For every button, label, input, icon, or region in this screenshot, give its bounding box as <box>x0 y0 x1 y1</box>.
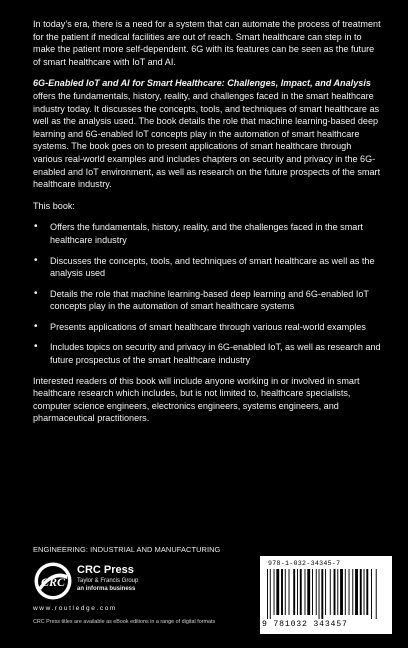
list-item <box>33 221 383 246</box>
list-item <box>33 341 383 366</box>
intro-paragraph: In today’s era, there is a need for a system that can automate the process of treatment for the patient if medical facilities are out of reach. Smart healthcare can step in to make the patient more self-dependent. 6G with its features can be seen as the future of smart healthcare with IoT and AI. <box>33 19 381 67</box>
barcode-bar <box>285 569 286 615</box>
subject-category: ENGINEERING: INDUSTRIAL AND MANUFACTURING <box>33 545 221 554</box>
barcode-bar <box>355 569 358 615</box>
bullet-icon: • <box>34 341 38 353</box>
barcode-bar <box>330 569 331 615</box>
barcode-bar <box>270 569 271 619</box>
bullet-icon: • <box>34 320 38 332</box>
barcode-bar <box>316 569 317 615</box>
list-item-text: Discusses the concepts, tools, and techniques of smart healthcare as well as the analysis used <box>50 255 375 279</box>
cover-text <box>33 18 383 434</box>
ebook-note: CRC Press titles are available as eBook editions in a range of digital formats <box>33 619 216 625</box>
barcode-bar <box>267 569 268 619</box>
barcode-bar <box>293 569 295 615</box>
barcode-bar <box>364 569 365 615</box>
description-paragraph <box>33 77 383 190</box>
list-item-text: Presents applications of smart healthcare through various real-world examples <box>50 321 366 332</box>
barcode-bar <box>297 569 298 615</box>
publisher-group: Taylor & Francis Group <box>77 578 139 584</box>
crc-press-logo-icon <box>33 561 73 601</box>
publisher-name: CRC Press <box>77 564 134 576</box>
barcode-bar <box>371 569 372 619</box>
isbn-top: 978-1-032-34345-7 <box>268 560 341 567</box>
barcode-icon <box>267 569 386 619</box>
barcode-bar <box>312 569 313 615</box>
barcode-bar <box>274 569 275 615</box>
list-item <box>33 255 383 280</box>
this-book-label: This book: <box>33 200 75 211</box>
barcode-bar <box>305 569 306 615</box>
feature-list <box>33 221 383 366</box>
list-item <box>33 321 383 334</box>
barcode-bar <box>376 569 377 619</box>
bullet-icon: • <box>34 287 38 299</box>
barcode-bar <box>345 569 346 615</box>
barcode-bar <box>321 569 323 619</box>
barcode-bar <box>352 569 353 615</box>
publisher-division: an informa business <box>77 586 136 592</box>
barcode-bar <box>340 569 343 615</box>
logo-text: CRC <box>40 575 66 589</box>
list-item <box>33 288 383 313</box>
barcode-bar <box>276 569 279 615</box>
barcode-bar <box>289 569 290 615</box>
barcode-bar <box>349 569 350 615</box>
barcode-bar <box>360 569 362 615</box>
bullet-icon: • <box>34 221 38 233</box>
barcode-bar <box>307 569 310 615</box>
list-item-text: Details the role that machine learning-based deep learning and 6G-enabled IoT concepts play in the automation of smart healthcare systems <box>50 288 369 312</box>
book-title: 6G-Enabled IoT and AI for Smart Healthcare: Challenges, Impact, and Analysis <box>33 78 371 89</box>
barcode-bar <box>319 569 320 619</box>
barcode-bar <box>366 569 368 615</box>
publisher-block <box>33 561 233 631</box>
barcode-bar <box>300 569 302 615</box>
readers-paragraph: Interested readers of this book will include anyone working in or involved in smart healthcare research which includes, but is not limited to, healthcare specialists, computer science engineers, electronics engineers, systems engineers, and pharmaceutical practitioners. <box>33 375 360 424</box>
barcode-bar <box>325 569 326 615</box>
isbn-bottom: 9 781032 343457 <box>262 620 348 629</box>
publisher-url: www.routledge.com <box>33 605 117 612</box>
description-text: offers the fundamentals, history, reality, and challenges faced in the smart healthcare industry today. It discusses the concepts, tools, and techniques of smart healthcare as well as the analysis used. The book details the role that machine learning-based deep learning and 6G-enabled IoT concepts play in the automation of smart healthcare systems. The book goes on to present applications of smart healthcare through various real-world examples and includes chapters on security and privacy in the 6G-enabled and IoT environment, as well as research on the future prospects of the smart healthcare industry. <box>33 90 381 190</box>
bullet-icon: • <box>34 254 38 266</box>
barcode-bar <box>281 569 283 615</box>
isbn-barcode <box>260 556 392 634</box>
list-item-text: Offers the fundamentals, history, reality, and the challenges faced in the smart healthcare industry <box>50 222 363 245</box>
barcode-bar <box>334 569 336 615</box>
list-item-text: Includes topics on security and privacy in 6G-enabled IoT, as well as research and future prospectus of the smart healthcare industry <box>50 342 381 366</box>
barcode-bar <box>337 569 338 615</box>
